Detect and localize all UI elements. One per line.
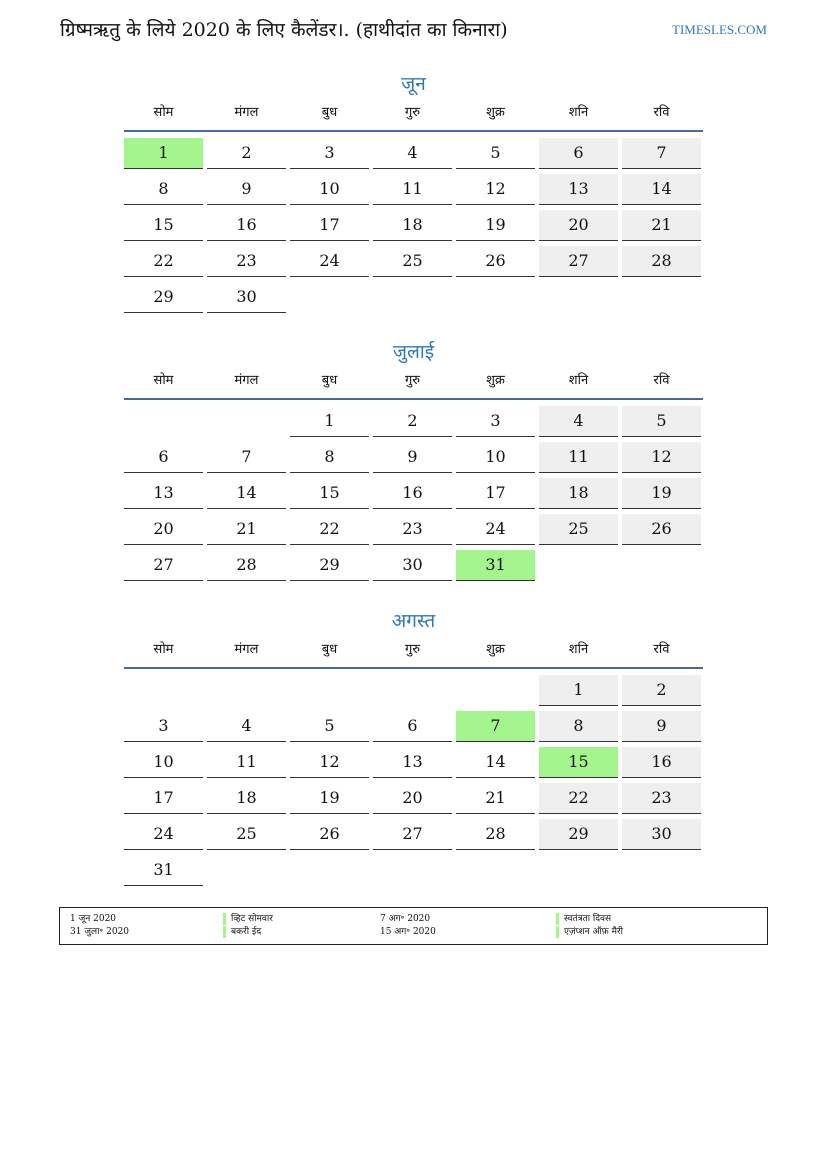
day-cell[interactable]: 21 [456,783,535,814]
week-row [124,711,703,743]
weekday-label: मंगल [234,642,259,657]
day-cell[interactable]: 26 [622,514,701,545]
week-row [124,282,703,314]
day-cell[interactable]: 3 [290,138,369,169]
day-cell[interactable]: 4 [373,138,452,169]
day-cell[interactable]: 18 [539,478,618,509]
weekday-label: सोम [153,642,174,657]
week-row [124,478,703,510]
empty-cell [456,282,535,312]
empty-cell [290,282,369,312]
day-cell[interactable]: 12 [290,747,369,778]
month-name: जुलाई [392,341,435,363]
day-cell[interactable]: 17 [124,783,203,814]
day-cell[interactable]: 2 [207,138,286,169]
weekday-label: मंगल [234,373,259,388]
day-cell[interactable]: 14 [207,478,286,509]
empty-cell [207,406,286,436]
weekday-label: बुध [321,105,338,120]
day-cell[interactable]: 29 [539,819,618,850]
day-cell[interactable]: 20 [124,514,203,545]
day-cell[interactable]: 22 [290,514,369,545]
day-cell[interactable]: 25 [207,819,286,850]
day-cell[interactable]: 6 [124,442,203,473]
weekday-label: शनि [568,105,589,120]
day-cell[interactable]: 6 [539,138,618,169]
day-cell[interactable]: 4 [539,406,618,437]
day-cell[interactable]: 28 [456,819,535,850]
weekday-header [124,102,703,132]
weekday-label: रवि [653,105,670,120]
weekday-label: बुध [321,642,338,657]
day-cell[interactable]: 2 [373,406,452,437]
day-cell[interactable]: 3 [124,711,203,742]
week-grid [124,138,703,314]
day-cell[interactable]: 29 [124,282,203,313]
day-cell[interactable]: 25 [373,246,452,277]
day-cell[interactable]: 27 [124,550,203,581]
day-cell[interactable]: 5 [456,138,535,169]
day-cell[interactable]: 16 [373,478,452,509]
holiday-legend [59,907,768,945]
empty-cell [207,675,286,705]
day-cell[interactable]: 14 [622,174,701,205]
weekday-label: सोम [153,105,174,120]
day-cell[interactable]: 9 [622,711,701,742]
day-cell[interactable]: 12 [622,442,701,473]
empty-cell [539,282,618,312]
day-cell[interactable]: 21 [207,514,286,545]
week-row [124,514,703,546]
day-cell[interactable]: 12 [456,174,535,205]
weekday-label: शुक्र [486,642,505,657]
day-cell[interactable]: 15 [290,478,369,509]
day-cell[interactable]: 6 [373,711,452,742]
day-cell[interactable]: 18 [373,210,452,241]
week-grid [124,675,703,887]
day-cell[interactable]: 30 [207,282,286,313]
day-cell[interactable]: 28 [207,550,286,581]
legend-holiday-name: स्वतंत्रता दिवस [556,913,611,925]
day-cell[interactable]: 7 [207,442,286,473]
day-cell[interactable]: 4 [207,711,286,742]
month-august [124,607,703,891]
day-cell[interactable]: 29 [290,550,369,581]
empty-cell [124,406,203,436]
week-row [124,550,703,582]
legend-date: 31 जुला॰ 2020 [70,927,130,937]
weekday-label: गुरु [404,105,421,120]
weekday-label: शनि [568,642,589,657]
day-cell[interactable]: 9 [207,174,286,205]
day-cell[interactable]: 30 [622,819,701,850]
day-cell[interactable]: 19 [622,478,701,509]
day-cell[interactable]: 19 [290,783,369,814]
brand-link[interactable]: TIMESLES.COM [672,22,767,37]
holiday-day-cell[interactable]: 31 [456,550,535,581]
week-row [124,442,703,474]
day-cell[interactable]: 30 [373,550,452,581]
month-name: जून [401,73,426,95]
week-row [124,138,703,170]
weekday-label: रवि [653,642,670,657]
day-cell[interactable]: 2 [622,675,701,706]
day-cell[interactable]: 20 [373,783,452,814]
day-cell[interactable]: 20 [539,210,618,241]
day-cell[interactable]: 24 [456,514,535,545]
day-cell[interactable]: 24 [290,246,369,277]
week-row [124,675,703,707]
weekday-label: गुरु [404,642,421,657]
week-row [124,747,703,779]
day-cell[interactable]: 10 [456,442,535,473]
legend-date: 1 जून 2020 [70,914,117,924]
legend-holiday-name: बकरी ईद [223,926,261,938]
weekday-label: गुरु [404,373,421,388]
month-name: अगस्त [391,610,436,632]
empty-cell [207,855,286,885]
day-cell[interactable]: 24 [124,819,203,850]
day-cell[interactable]: 23 [373,514,452,545]
week-row [124,210,703,242]
empty-cell [456,855,535,885]
day-cell[interactable]: 25 [539,514,618,545]
day-cell[interactable]: 28 [622,246,701,277]
day-cell[interactable]: 3 [456,406,535,437]
legend-holiday-name: व्हिट सोमवार [223,913,273,925]
day-cell[interactable]: 26 [290,819,369,850]
weekday-label: बुध [321,373,338,388]
page-title: ग्रिष्मऋतु के लिये 2020 के लिए कैलेंडर।. (हाथीदांत का किनारा) [60,19,508,41]
day-cell[interactable]: 18 [207,783,286,814]
legend-date: 7 अग॰ 2020 [380,914,431,924]
day-cell[interactable]: 23 [622,783,701,814]
day-cell[interactable]: 11 [539,442,618,473]
day-cell[interactable]: 8 [290,442,369,473]
month-july [124,338,703,586]
day-cell[interactable]: 8 [124,174,203,205]
day-cell[interactable]: 27 [539,246,618,277]
day-cell[interactable]: 13 [373,747,452,778]
weekday-header [124,639,703,669]
empty-cell [124,675,203,705]
holiday-day-cell[interactable]: 7 [456,711,535,742]
weekday-label: रवि [653,373,670,388]
day-cell[interactable]: 22 [539,783,618,814]
day-cell[interactable]: 13 [124,478,203,509]
day-cell[interactable]: 31 [124,855,203,886]
week-row [124,174,703,206]
empty-cell [290,855,369,885]
day-cell[interactable]: 8 [539,711,618,742]
day-cell[interactable]: 17 [456,478,535,509]
day-cell[interactable]: 26 [456,246,535,277]
day-cell[interactable]: 10 [290,174,369,205]
holiday-day-cell[interactable]: 15 [539,747,618,778]
day-cell[interactable]: 19 [456,210,535,241]
day-cell[interactable]: 16 [622,747,701,778]
empty-cell [539,550,618,580]
empty-cell [290,675,369,705]
day-cell[interactable]: 21 [622,210,701,241]
empty-cell [373,675,452,705]
day-cell[interactable]: 7 [622,138,701,169]
week-row [124,406,703,438]
day-cell[interactable]: 9 [373,442,452,473]
legend-holiday-name: एज़ंप्शन ऑफ़ मैरी [556,926,623,938]
empty-cell [456,675,535,705]
day-cell[interactable]: 14 [456,747,535,778]
day-cell[interactable]: 23 [207,246,286,277]
empty-cell [539,855,618,885]
holiday-day-cell[interactable]: 1 [124,138,203,169]
empty-cell [373,282,452,312]
week-row [124,819,703,851]
weekday-label: शुक्र [486,373,505,388]
weekday-label: शनि [568,373,589,388]
month-june [124,70,703,318]
day-cell[interactable]: 17 [290,210,369,241]
day-cell[interactable]: 16 [207,210,286,241]
day-cell[interactable]: 1 [539,675,618,706]
day-cell[interactable]: 10 [124,747,203,778]
empty-cell [622,550,701,580]
legend-date: 15 अग॰ 2020 [380,927,436,937]
weekday-label: शुक्र [486,105,505,120]
week-row [124,855,703,887]
weekday-label: सोम [153,373,174,388]
weekday-label: मंगल [234,105,259,120]
week-row [124,783,703,815]
week-row [124,246,703,278]
empty-cell [622,855,701,885]
day-cell[interactable]: 5 [290,711,369,742]
empty-cell [373,855,452,885]
day-cell[interactable]: 15 [124,210,203,241]
weekday-header [124,370,703,400]
day-cell[interactable]: 11 [207,747,286,778]
day-cell[interactable]: 27 [373,819,452,850]
day-cell[interactable]: 1 [290,406,369,437]
day-cell[interactable]: 5 [622,406,701,437]
day-cell[interactable]: 22 [124,246,203,277]
week-grid [124,406,703,582]
empty-cell [622,282,701,312]
day-cell[interactable]: 11 [373,174,452,205]
day-cell[interactable]: 13 [539,174,618,205]
